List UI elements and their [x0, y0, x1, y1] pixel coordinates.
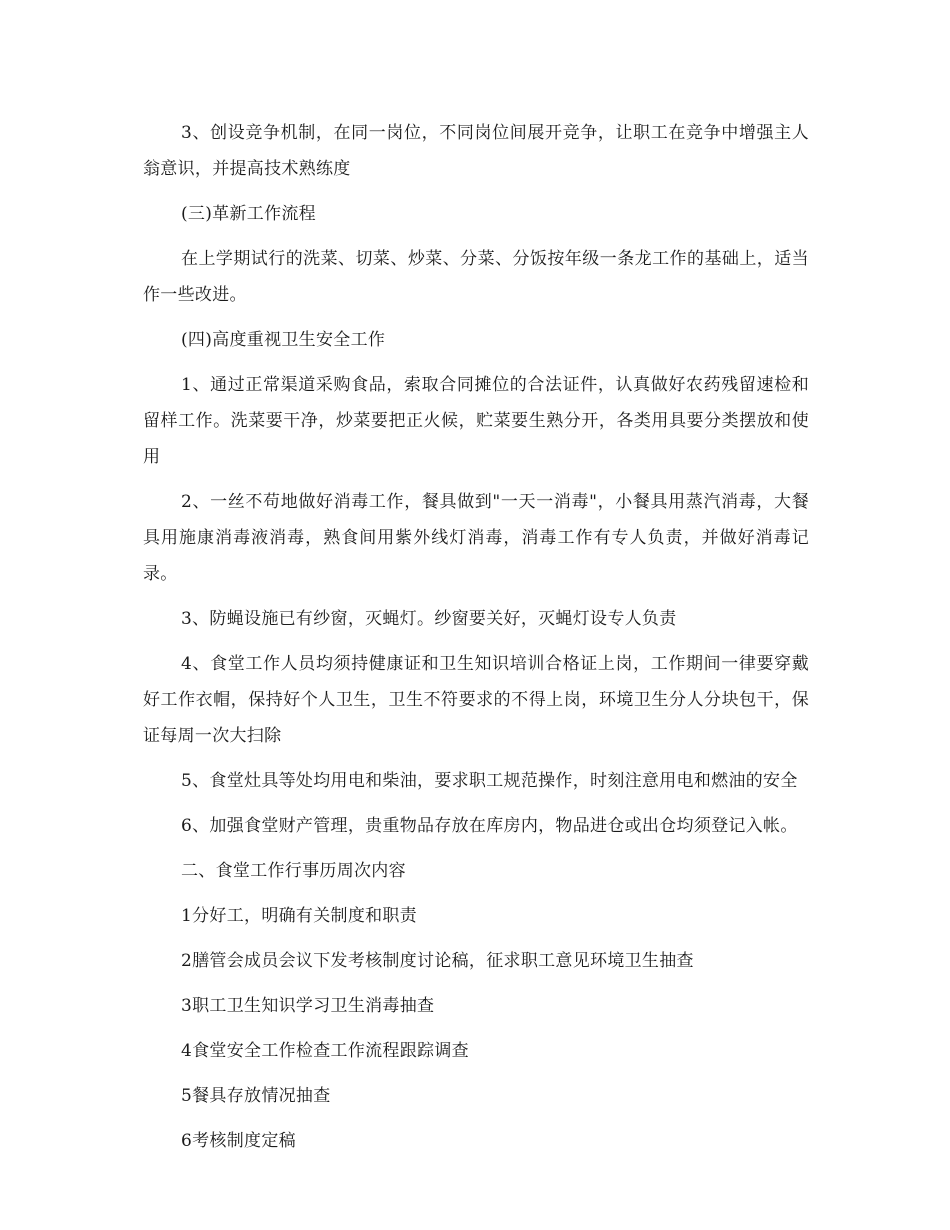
paragraph-item-3-fly-prevention: 3、防蝇设施已有纱窗，灭蝇灯。纱窗要关好，灭蝇灯设专人负责	[181, 609, 677, 629]
calendar-item-week-5: 5餐具存放情况抽查	[181, 1086, 331, 1106]
section-heading-workflow: (三)革新工作流程	[181, 204, 316, 224]
paragraph-item-4-health-certificate: 4、食堂工作人员均须持健康证和卫生知识培训合格证上岗，工作期间一律要穿戴好工作衣帽，保持好个人卫生，卫生不符要求的不得上岗，环境卫生分人分块包干，保证每周一次大扫除	[143, 654, 809, 746]
calendar-item-week-3: 3职工卫生知识学习卫生消毒抽查	[181, 996, 435, 1016]
calendar-item-week-1: 1分好工，明确有关制度和职责	[181, 906, 418, 926]
paragraph-item-6-property-management: 6、加强食堂财产管理，贵重物品存放在库房内，物品进仓或出仓均须登记入帐。	[181, 816, 798, 836]
paragraph-item-2-disinfection: 2、一丝不苟地做好消毒工作，餐具做到"一天一消毒"，小餐具用蒸汽消毒，大餐具用施康消毒液消毒，熟食间用紫外线灯消毒，消毒工作有专人负责，并做好消毒记录。	[143, 492, 809, 584]
document-body	[143, 115, 809, 1168]
paragraph-item-1-procurement: 1、通过正常渠道采购食品，索取合同摊位的合法证件，认真做好农药残留速检和留样工作。洗菜要干净，炒菜要把正火候，贮菜要生熟分开，各类用具要分类摆放和使用	[143, 375, 809, 467]
paragraph-item-5-fuel-safety: 5、食堂灶具等处均用电和柴油，要求职工规范操作，时刻注意用电和燃油的安全	[181, 771, 798, 791]
section-heading-calendar: 二、食堂工作行事历周次内容	[181, 861, 406, 881]
calendar-item-week-6: 6考核制度定稿	[181, 1131, 296, 1151]
section-heading-hygiene-safety: (四)高度重视卫生安全工作	[181, 330, 386, 350]
paragraph-item-3-competition: 3、创设竞争机制，在同一岗位，不同岗位间展开竞争，让职工在竞争中增强主人翁意识，并提高技术熟练度	[143, 123, 809, 179]
calendar-item-week-2: 2膳管会成员会议下发考核制度讨论稿，征求职工意见环境卫生抽查	[181, 951, 694, 971]
calendar-item-week-4: 4食堂安全工作检查工作流程跟踪调查	[181, 1041, 469, 1061]
paragraph-workflow-improvement: 在上学期试行的洗菜、切菜、炒菜、分菜、分饭按年级一条龙工作的基础上，适当作一些改进。	[143, 249, 809, 305]
